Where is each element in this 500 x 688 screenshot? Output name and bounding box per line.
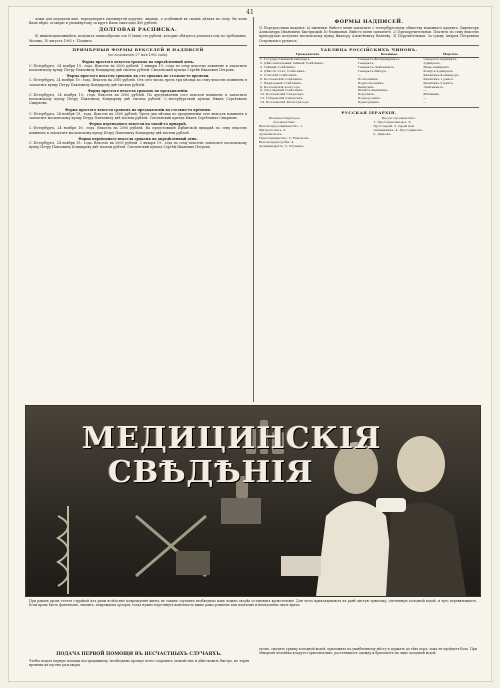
table-cell: 1. Государственный канцлеръ. [260, 57, 311, 62]
column-divider [253, 17, 254, 402]
table-cell: — [423, 100, 427, 105]
table-cell: Адмиралъ. [423, 61, 441, 66]
first-aid-paragraph: Чтобы подать первую помощь пострадавшему, необходимо прежде всего сохранять спокойствіе и дѣйствовать быстро, не теряя времени на пустые разговоры. [29, 659, 249, 668]
medical-banner-illustration [25, 405, 481, 597]
medical-body-text: При ранахъ кровь течетъ струйкой изъ раны вслѣдствіе поврежденія жилы; въ такихъ случаяхъ необходимо какъ можно скорѣе остановить кровотеченіе. Для этого прикладываютъ къ ранѣ чистую тряпочку, смоченную холодной водой, и туго перевязываютъ. Если кровь бьетъ фонтаномъ, значитъ, повреждена артерія; тогда нужно перетянуть конечность выше раны ремнемъ или платкомъ и немедленно звать врача. [29, 599, 477, 608]
table-cell: Капитанъ-Командоръ. [423, 72, 460, 77]
form-text: С.-Петербургъ, 24 ноября 19.. года. Вексель на 2000 рублей. На предстоящей Ирбитской ярмаркѣ по сему векселю повиненъ я заплатить московскому купцу Петру Павловичу Кондыреву двѣ тысячи рублей. [29, 126, 247, 135]
table-cell: 12. Губернскій Секретарь. [260, 96, 304, 101]
table-cell: Генералъ-Адмиралъ. [423, 57, 458, 62]
table-cell: Мичманъ. [423, 92, 440, 97]
table-cell: Генералъ-Лейтенантъ. [357, 65, 395, 70]
table-cell: Подполковникъ. [357, 80, 385, 85]
table-cell: 5. Статскій Совѣтникъ. [260, 72, 298, 77]
inscriptions-text: 1) Передаточная надпись: a) именная. Вмѣсто меня заплатите с.-петербургскому обществу взаимнаго кредита. Директоръ Александръ Ивановичъ Быстрицкій. b) бланковая. Вмѣсто меня заплатите. 2) Препоручительная. Платитъ по сему векселю препоручаю получить московскому купцу Виктору Алексѣевичу Ванееву. 3) Поручительная. За сумму Андрея Петровича Островскаго ручаюсь. [259, 26, 479, 43]
table-cell: Генералъ-Фельдмаршалъ. [357, 57, 401, 62]
receipt-text: Я, нижеподписавшійся, получилъ заимообразно отъ N (имя) сто рублей, которые обязуюсь уплатить ему по требованію. Москва, 10 августа 1902 г. Подпись. [29, 34, 247, 43]
table-cell: Лейтенантъ. [423, 84, 445, 89]
table-cell: 8. Коллежскій Асессоръ. [260, 84, 301, 89]
divider-rule [259, 45, 479, 46]
banner-title: МЕДИЦИНСКІЯ [82, 421, 382, 456]
form-text: С.-Петербургъ, 24 ноября 19.. года. Вексель на 2000 рублей. По предъявленіи сего векселя повиненъ я заплатить московскому купцу Петру Павловичу Кондыреву двѣ тысячи рублей. С.-петербургский купецъ Иванъ Сергѣевичъ Смирновъ. [29, 92, 247, 106]
table-cell: Контръ-Адмиралъ. [423, 68, 454, 73]
table-cell: Капитанъ 2 ранга. [423, 80, 454, 85]
form-title: Форма простого векселя срокомъ въ сто сроковъ по стольно-то времени. [66, 74, 210, 79]
white-clergy-list: 1. Протопресвитеръ. 2. Протоіерей. 3. Іерей или священникъ. 4. Протодіаконъ. 5. Діаконъ. [373, 119, 424, 136]
form-text: С.-Петербургъ, 24 ноября 19.. года. Вексель на 2000 рублей. 2 января 19.. года по сему векселю заплатите московскому купцу Петру Павловичу Кондыреву двѣ тысячи рублей. Смоленский купецъ Сергѣй Иванович Петровъ. [29, 140, 247, 150]
table-row [259, 101, 479, 105]
medicine-box-icon [176, 551, 210, 575]
form-title: Форма простого векселя срокомъ по предъявленіи. [87, 88, 189, 93]
page-number: 41 [246, 9, 254, 16]
table-cell: Поручикъ. [357, 92, 376, 97]
divider-rule [259, 107, 479, 108]
table-header: Морскіе. [422, 53, 479, 57]
table-cell: Полковникъ. [357, 76, 379, 81]
table-cell: Капитанъ. [357, 84, 375, 89]
table-cell: 9. Титулярный Совѣтникъ. [260, 88, 304, 93]
monastic-list: Высокопреосвященство: 1. Митрополитъ. 2. Архіепископъ. Преосвященство: 3. Епископъ. Высокопреподобіе: 4. Архимандритъ. 5. Игуменъ. [259, 123, 310, 148]
monastic-clergy [259, 116, 365, 148]
hierarchy-heading: РУССКАЯ ІЕРАРХІЯ. [341, 109, 397, 115]
monastic-title: Монашествующее духовенство. [268, 115, 301, 124]
form-text: С.-Петербургъ, 24 ноября 19.. года. Вексель на 2000 рублей. 1 января 19.. года по сему векселю повиненъ я заплатить московскому купцу Петру Павловичу Кондыреву двѣ тысячи рублей. Смоленский купецъ Сергѣй Иванович Петровъ. [29, 63, 247, 72]
divider-rule [29, 45, 247, 46]
right-tail-paragraph: угомъ, смочить тряпку холодной водой, приложить къ ушибленному мѣсту и держать до тѣхъ поръ, пока не пройдетъ боль. При обморокѣ человѣка кладутъ горизонтально, растегиваютъ одежду и брызгаютъ на лицо холодной водой. [259, 647, 477, 656]
table-cell: 10. Коллежскій Секретарь. [260, 92, 305, 97]
ranks-table-body [259, 58, 479, 105]
table-cell: — [357, 72, 361, 77]
form-title: Форма переводного векселя на такой-то ярмаркѣ. [89, 122, 187, 127]
ranks-table-heading: ТАБЛИЦА РОССІЙСКИХЪ ЧИНОВЪ. [320, 47, 418, 53]
newspaper-page [8, 6, 492, 682]
ranks-table [259, 53, 479, 105]
form-title: Форма переводного векселя срокомъ на опредѣленный день. [78, 136, 198, 141]
right-column [259, 17, 479, 148]
table-cell: — [423, 96, 427, 101]
table-cell: 14. Коллежскій Регистраторъ. [260, 100, 310, 105]
table-cell: 2. Дѣйствительный тайный Совѣтникъ. [260, 61, 325, 66]
form-title: Форма простого векселя срокомъ на опредѣленный день. [81, 59, 195, 64]
table-cell: Капитанъ 1 ранга. [423, 76, 454, 81]
caduceus-icon [58, 506, 68, 594]
table-cell: Генералъ. [357, 61, 375, 66]
table-cell: Подпоручикъ. [357, 96, 381, 101]
table-cell: Штабсъ-Капитанъ. [357, 88, 389, 93]
table-cell: Вице-Адмиралъ. [423, 65, 451, 70]
examples-heading: ПРИМѢРНЫЯ ФОРМЫ ВЕКСЕЛЕЙ И НАДПИСЕЙ [72, 47, 204, 53]
table-cell: 6. Коллежскій Совѣтникъ. [260, 76, 304, 81]
white-clergy-title: Бѣлое духовенство: [381, 115, 416, 120]
first-aid-heading: ПОДАЧА ПЕРВОЙ ПОМОЩИ ВЪ НЕСЧАСТНЫХЪ СЛУЧАЯХЪ. [56, 652, 222, 657]
receipt-heading: ДОЛГОВАЯ РАСПИСКА. [98, 27, 178, 34]
table-header: Гражданскіе. [259, 53, 357, 57]
table-header: Военные. [357, 53, 423, 57]
table-cell: 4. Дѣйств. Стат. Совѣтникъ. [260, 68, 306, 73]
people-illustration-icon [316, 436, 466, 596]
white-clergy [373, 116, 479, 148]
table-cell: Прапорщикъ. [357, 100, 381, 105]
hierarchy-block [259, 116, 479, 148]
paper-sheet-icon [281, 556, 321, 576]
banner-subtitle: СВѢДѢНІЯ [108, 455, 314, 490]
examples-note: (по положенію 27 мая 1902 года). [107, 53, 169, 58]
inscriptions-heading: ФОРМЫ НАДПИСЕЙ. [334, 19, 404, 25]
form-text: С.-Петербургъ, 24 ноября 19.. года. Вексель на 2000 рублей. Отъ сего числа чрезъ три мѣсяца по сему векселю повиненъ я заплатить купцу Петру Павловичу Кондыреву двѣ тысячи рублей. [29, 78, 247, 87]
table-cell: — [423, 88, 427, 93]
table-cell: Генералъ-Маiоръ. [357, 68, 388, 73]
left-column [29, 17, 247, 150]
form-text: С.-Петербургъ, 24 ноября 19.. года. Вексель на 2000 рублей. Чрезъ два мѣсяца по предъявленіи сего векселя повиненъ я заплатить московскому купцу Петру Павловичу двѣ тысячи рублей. Смоленский купецъ Иванъ Сергѣевичъ Смирновъ. [29, 111, 247, 120]
table-cell: 7. Надворный Совѣтникъ. [260, 80, 303, 85]
intro-paragraph: лежи для передачи имъ, передоверять упомянутой доручит. лицамъ, а особенной въ своихъ дѣлахъ по сему. Въ чемъ Вамъ вѣрю, оговорю и упомянутому за кругъ Вамъ ежегодно 400 рублей. [29, 17, 247, 26]
table-cell: 3. Тайный Совѣтникъ. [260, 65, 297, 70]
form-title: Форма простого векселя срокомъ по предъявленіи во стольно-то времени. [65, 107, 211, 112]
